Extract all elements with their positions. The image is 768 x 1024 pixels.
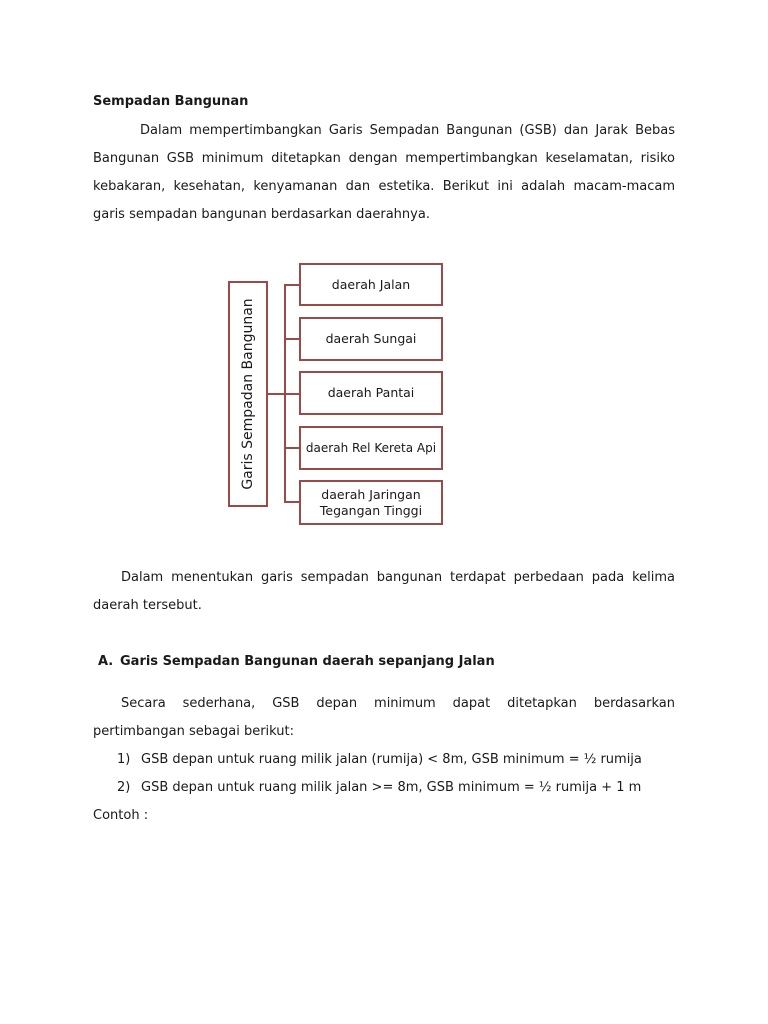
list-item-number: 1)	[117, 752, 131, 767]
connector-branch-5	[284, 501, 299, 503]
document-title: Sempadan Bangunan	[93, 94, 249, 109]
branch-jaringan-label-line2: Tegangan Tinggi	[319, 502, 423, 518]
branch-pantai	[299, 371, 443, 415]
connector-branch-3	[284, 393, 299, 395]
connector-branch-1	[284, 284, 299, 286]
section-a-title: Garis Sempadan Bangunan daerah sepanjang Jalan	[120, 654, 495, 669]
connector-root	[268, 393, 285, 395]
intro-paragraph	[93, 117, 675, 229]
branch-jaringan-tegangan-tinggi	[299, 480, 443, 525]
intro-text: Dalam mempertimbangkan Garis Sempadan Bangunan (GSB) dan Jarak Bebas Bangunan GSB minimum ditetapkan dengan mempertimbangkan keselamatan, risiko kebakaran, kesehatan, kenyamanan dan estetika. Berikut ini adalah macam-macam garis sempadan bangunan berdasarkan daerahnya.	[93, 123, 675, 222]
section-a-intro-text: Secara sederhana, GSB depan minimum dapat ditetapkan berdasarkan pertimbangan sebagai berikut:	[93, 696, 675, 739]
list-item-text: GSB depan untuk ruang milik jalan >= 8m, GSB minimum = ½ rumija + 1 m	[141, 780, 642, 795]
example-label: Contoh :	[93, 808, 149, 823]
diagram-root-box	[228, 281, 268, 507]
list-item-text: GSB depan untuk ruang milik jalan (rumija) < 8m, GSB minimum = ½ rumija	[141, 752, 642, 767]
branch-jaringan-label-line1: daerah Jaringan	[321, 486, 421, 502]
list-item	[117, 752, 642, 767]
paragraph-perbedaan-text: Dalam menentukan garis sempadan bangunan terdapat perbedaan pada kelima daerah tersebut.	[93, 570, 675, 613]
paragraph-perbedaan	[93, 564, 675, 620]
list-item-number: 2)	[117, 780, 131, 795]
list-item	[117, 780, 641, 795]
connector-trunk	[284, 284, 286, 503]
diagram-root-label: Garis Sempadan Bangunan	[240, 298, 256, 490]
connector-branch-4	[284, 447, 299, 449]
branch-jalan-label: daerah Jalan	[331, 276, 411, 292]
branch-rel-label: daerah Rel Kereta Api	[305, 441, 437, 455]
branch-jalan	[299, 263, 443, 306]
connector-branch-2	[284, 338, 299, 340]
section-a-marker: A.	[98, 654, 114, 669]
section-a-intro	[93, 690, 675, 746]
branch-pantai-label: daerah Pantai	[327, 385, 415, 400]
branch-rel-kereta-api	[299, 426, 443, 470]
branch-sungai-label: daerah Sungai	[325, 331, 417, 346]
branch-sungai	[299, 317, 443, 361]
section-a-heading	[98, 654, 495, 669]
